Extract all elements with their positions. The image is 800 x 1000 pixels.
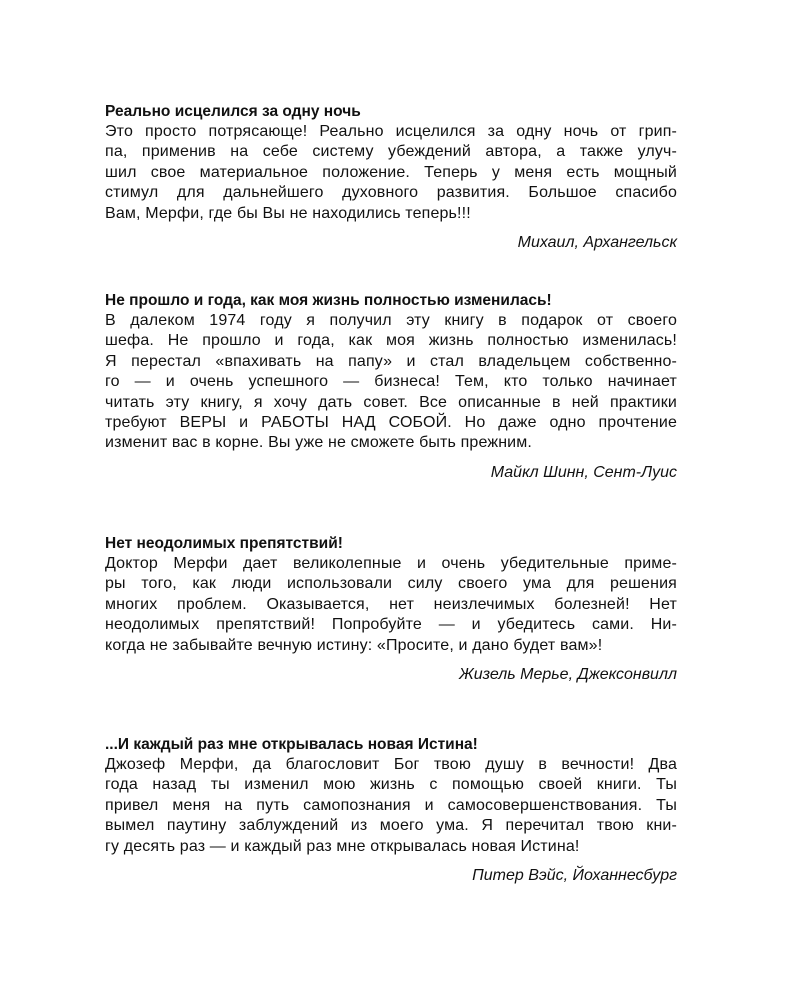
review-title: ...И каждый раз мне открывалась новая Истина! (105, 736, 478, 753)
review-text-line: па, применив на себе систему убеждений автора, а также улуч- (105, 143, 677, 161)
review-text-line: стимул для дальнейшего духовного развития. Большое спасибо (105, 184, 677, 202)
review-text-line: многих проблем. Оказывается, нет неизлечимых болезней! Нет (105, 595, 677, 613)
review-text-line: Вам, Мерфи, где бы Вы не находились теперь!!! (105, 204, 471, 222)
review-title: Не прошло и года, как моя жизнь полностью изменилась! (105, 292, 552, 309)
review-text-line: неодолимых препятствий! Попробуйте — и убедитесь сами. Ни- (105, 616, 677, 634)
review-text-line: гу десять раз — и каждый раз мне открывалась новая Истина! (105, 837, 580, 855)
review-author: Майкл Шинн, Сент-Луис (490, 463, 677, 481)
review-title: Реально исцелился за одну ночь (105, 103, 361, 120)
review-text-line: Доктор Мерфи дает великолепные и очень убедительные приме- (105, 555, 677, 572)
review-author: Жизель Мерье, Джексонвилл (459, 666, 677, 684)
review-text-line: года назад ты изменил мою жизнь с помощью своей книги. Ты (105, 776, 677, 794)
review-text (105, 554, 677, 656)
review-2 (105, 291, 677, 483)
review-text-line: Джозеф Мерфи, да благословит Бог твою душу в вечности! Два (105, 756, 677, 773)
review-author: Питер Вэйс, Йоханнесбург (472, 867, 677, 885)
review-title: Нет неодолимых препятствий! (105, 535, 343, 552)
review-text (105, 311, 677, 454)
review-text-line: Я перестал «впахивать на папу» и стал владельцем собственно- (105, 352, 677, 370)
review-text-line: требуют ВЕРЫ и РАБОТЫ НАД СОБОЙ. Но даже одно прочтение (105, 414, 677, 432)
review-1 (105, 102, 677, 253)
review-text-line: когда не забывайте вечную истину: «Просите, и дано будет вам»! (105, 636, 603, 654)
review-4 (105, 735, 677, 886)
review-text-line: читать эту книгу, я хочу дать совет. Все описанные в ней практики (105, 393, 677, 411)
review-3 (105, 534, 677, 685)
review-text (105, 755, 677, 857)
review-text-line: Это просто потрясающе! Реально исцелился за одну ночь от грип- (105, 123, 677, 140)
review-text-line: шефа. Не прошло и года, как моя жизнь полностью изменилась! (105, 332, 677, 350)
review-text-line: В далеком 1974 году я получил эту книгу в подарок от своего (105, 312, 677, 329)
document-page (105, 0, 677, 1000)
review-text-line: шил свое материальное положение. Теперь у меня есть мощный (105, 163, 677, 181)
review-text-line: привел меня на путь самопознания и самосовершенствования. Ты (105, 796, 677, 814)
review-text (105, 122, 677, 224)
review-text-line: го — и очень успешного — бизнеса! Тем, кто только начинает (105, 373, 677, 391)
review-author: Михаил, Архангельск (517, 234, 677, 252)
review-text-line: изменит вас в корне. Вы уже не сможете быть прежним. (105, 434, 533, 452)
review-text-line: вымел паутину заблуждений из моего ума. Я перечитал твою кни- (105, 817, 677, 835)
review-text-line: ры того, как люди использовали силу своего ума для решения (105, 575, 677, 593)
